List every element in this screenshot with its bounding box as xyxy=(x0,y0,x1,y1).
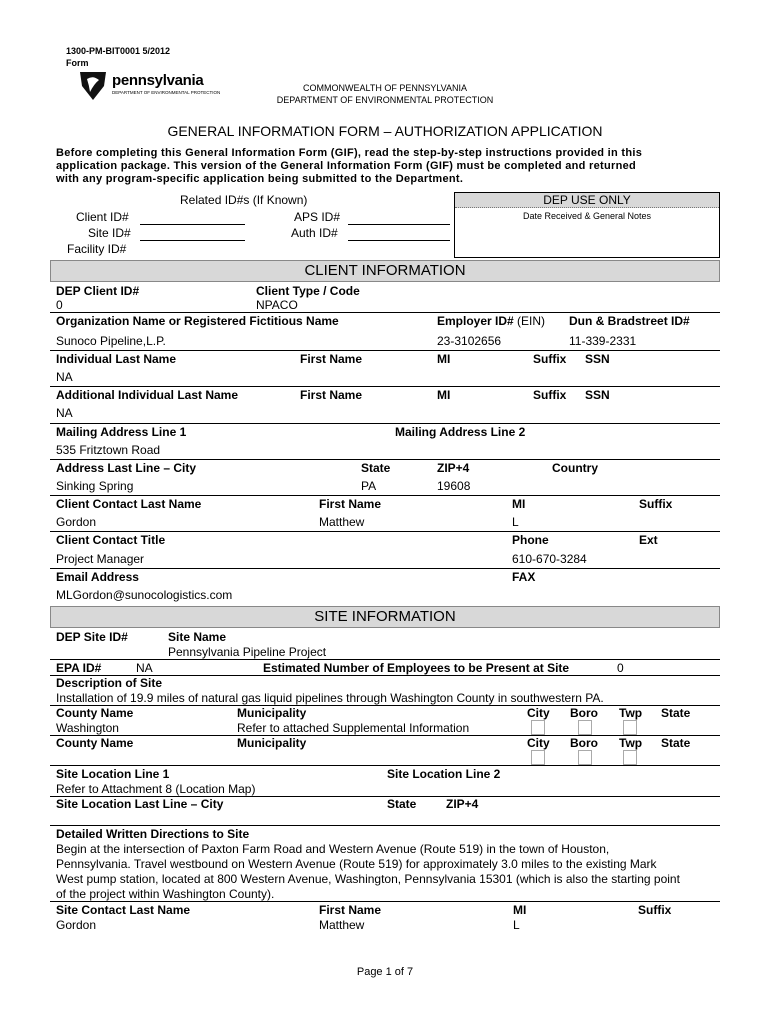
state-label-1: State xyxy=(661,706,691,720)
county-label-2: County Name xyxy=(56,736,134,750)
client-state-value: PA xyxy=(361,479,377,493)
pa-logo xyxy=(78,70,221,104)
site-contact-mi-label: MI xyxy=(513,903,527,917)
mailing-address-2-label: Mailing Address Line 2 xyxy=(395,425,526,439)
site-name-label: Site Name xyxy=(168,630,227,644)
description-value: Installation of 19.9 miles of natural gas liquid pipelines through Washington County in southwestern PA. xyxy=(56,691,604,705)
client-country-label: Country xyxy=(552,461,598,475)
site-contact-first-label: First Name xyxy=(319,903,382,917)
municipality-value: Refer to attached Supplemental Information xyxy=(237,721,470,735)
dep-use-only-box xyxy=(454,192,720,258)
agency-line-2: DEPARTMENT OF ENVIRONMENTAL PROTECTION xyxy=(276,95,494,105)
employees-value: 0 xyxy=(617,661,624,675)
contact-last-name-label: Client Contact Last Name xyxy=(56,497,202,511)
county-label-1: County Name xyxy=(56,706,134,720)
twp-label-2: Twp xyxy=(619,736,643,750)
site-contact-first-value: Matthew xyxy=(319,918,365,932)
mailing-address-1-label: Mailing Address Line 1 xyxy=(56,425,187,439)
twp-checkbox-2[interactable] xyxy=(623,750,637,765)
contact-suffix-label: Suffix xyxy=(639,497,673,511)
phone-label: Phone xyxy=(512,533,549,547)
additional-mi-label: MI xyxy=(437,388,451,402)
logo-text: pennsylvania xyxy=(112,72,204,89)
twp-checkbox-1[interactable] xyxy=(623,720,637,735)
site-contact-mi-value: L xyxy=(513,918,520,932)
individual-first-name-label: First Name xyxy=(300,352,363,366)
client-id-field[interactable] xyxy=(140,224,245,225)
contact-mi-label: MI xyxy=(512,497,526,511)
form-code: 1300-PM-BIT0001 5/2012 xyxy=(66,46,171,56)
site-contact-last-value: Gordon xyxy=(56,918,97,932)
directions-line-2: Pennsylvania. Travel westbound on Western Avenue (Route 519) for approximately 3.0 miles to the existing Mark xyxy=(56,857,657,871)
client-id-label: Client ID# xyxy=(76,210,129,224)
contact-title-value: Project Manager xyxy=(56,552,145,566)
individual-mi-label: MI xyxy=(437,352,451,366)
city-checkbox-1[interactable] xyxy=(531,720,545,735)
page-number: Page 1 of 7 xyxy=(356,966,414,978)
client-state-label: State xyxy=(361,461,391,475)
twp-label-1: Twp xyxy=(619,706,643,720)
instructions-line-1: Before completing this General Information Form (GIF), read the step-by-step instructions provided in this xyxy=(56,147,643,159)
dep-site-id-label: DEP Site ID# xyxy=(56,630,128,644)
address-last-line-label: Address Last Line – City xyxy=(56,461,197,475)
agency-line-1: COMMONWEALTH OF PENNSYLVANIA xyxy=(302,83,468,93)
contact-title-label: Client Contact Title xyxy=(56,533,166,547)
directions-label: Detailed Written Directions to Site xyxy=(56,827,250,841)
fax-label: FAX xyxy=(512,570,536,584)
city-label-1: City xyxy=(527,706,550,720)
client-information-title: CLIENT INFORMATION xyxy=(304,262,466,279)
boro-checkbox-1[interactable] xyxy=(578,720,592,735)
form-word: Form xyxy=(66,58,89,68)
contact-mi-value: L xyxy=(512,515,519,529)
epa-id-label: EPA ID# xyxy=(56,661,102,675)
additional-last-name-value: NA xyxy=(56,406,73,420)
directions-line-4: of the project within Washington County). xyxy=(56,887,275,901)
site-name-value: Pennsylvania Pipeline Project xyxy=(168,645,327,659)
state-label-2: State xyxy=(661,736,691,750)
employer-id-value: 23-3102656 xyxy=(437,334,502,348)
contact-last-name-value: Gordon xyxy=(56,515,97,529)
mailing-address-1-value: 535 Fritztown Road xyxy=(56,443,161,457)
org-name-label: Organization Name or Registered Fictitious Name xyxy=(56,314,339,328)
email-label: Email Address xyxy=(56,570,139,584)
site-id-field[interactable] xyxy=(140,240,245,241)
org-name-value: Sunoco Pipeline,L.P. xyxy=(56,334,166,348)
site-contact-suffix-label: Suffix xyxy=(638,903,672,917)
epa-id-value: NA xyxy=(136,661,153,675)
site-id-label: Site ID# xyxy=(88,226,131,240)
dep-client-id-value: 0 xyxy=(56,298,63,312)
description-label: Description of Site xyxy=(56,676,163,690)
aps-id-label: APS ID# xyxy=(294,210,341,224)
individual-last-name-label: Individual Last Name xyxy=(56,352,177,366)
auth-id-field[interactable] xyxy=(348,240,450,241)
individual-suffix-label: Suffix xyxy=(533,352,567,366)
client-information-band xyxy=(50,260,720,282)
client-zip-value: 19608 xyxy=(437,479,471,493)
ext-label: Ext xyxy=(639,533,658,547)
instructions-line-3: with any program-specific application being submitted to the Department. xyxy=(56,173,464,185)
dep-client-id-label: DEP Client ID# xyxy=(56,284,140,298)
client-type-value: NPACO xyxy=(256,298,298,312)
date-received-label: Date Received & General Notes xyxy=(522,211,652,221)
employees-label: Estimated Number of Employees to be Present at Site xyxy=(263,661,570,675)
boro-label-2: Boro xyxy=(570,736,598,750)
site-contact-last-label: Site Contact Last Name xyxy=(56,903,191,917)
facility-id-label: Facility ID# xyxy=(67,242,127,256)
client-type-label: Client Type / Code xyxy=(256,284,360,298)
phone-value: 610-670-3284 xyxy=(512,552,587,566)
client-city-value: Sinking Spring xyxy=(56,479,134,493)
county-value: Washington xyxy=(56,721,119,735)
employer-id-label: Employer ID# (EIN) xyxy=(437,314,546,328)
logo-subtext: DEPARTMENT OF ENVIRONMENTAL PROTECTION xyxy=(112,90,221,95)
site-information-title: SITE INFORMATION xyxy=(314,608,456,625)
site-location-2-label: Site Location Line 2 xyxy=(387,767,501,781)
client-zip-label: ZIP+4 xyxy=(437,461,470,475)
contact-first-name-label: First Name xyxy=(319,497,382,511)
dun-bradstreet-label: Dun & Bradstreet ID# xyxy=(569,314,690,328)
site-zip-label: ZIP+4 xyxy=(446,797,479,811)
keystone-icon xyxy=(78,70,108,102)
email-value: MLGordon@sunocologistics.com xyxy=(56,588,233,602)
site-information-band xyxy=(50,606,720,628)
municipality-label-2: Municipality xyxy=(237,736,307,750)
directions-line-1: Begin at the intersection of Paxton Farm Road and Western Avenue (Route 519) in the town of Houston, xyxy=(56,842,610,856)
instructions-line-2: application package. This version of the General Information Form (GIF) must be completed and returned xyxy=(56,160,637,172)
site-state-label: State xyxy=(387,797,417,811)
city-label-2: City xyxy=(527,736,550,750)
dun-bradstreet-value: 11-339-2331 xyxy=(569,334,637,348)
additional-suffix-label: Suffix xyxy=(533,388,567,402)
boro-checkbox-2[interactable] xyxy=(578,750,592,765)
dep-use-only-label: DEP USE ONLY xyxy=(455,193,719,208)
city-checkbox-2[interactable] xyxy=(531,750,545,765)
site-location-last-label: Site Location Last Line – City xyxy=(56,797,224,811)
directions-line-3: West pump station, located at 800 Western Avenue, Washington, Pennsylvania 15301 (which is also the starting point xyxy=(56,872,680,886)
municipality-label-1: Municipality xyxy=(237,706,307,720)
page-title: GENERAL INFORMATION FORM – AUTHORIZATION APPLICATION xyxy=(167,123,603,139)
individual-last-name-value: NA xyxy=(56,370,73,384)
site-location-1-value: Refer to Attachment 8 (Location Map) xyxy=(56,782,256,796)
individual-ssn-label: SSN xyxy=(585,352,610,366)
additional-first-name-label: First Name xyxy=(300,388,363,402)
contact-first-name-value: Matthew xyxy=(319,515,365,529)
boro-label-1: Boro xyxy=(570,706,598,720)
additional-last-name-label: Additional Individual Last Name xyxy=(56,388,239,402)
additional-ssn-label: SSN xyxy=(585,388,610,402)
auth-id-label: Auth ID# xyxy=(291,226,338,240)
site-location-1-label: Site Location Line 1 xyxy=(56,767,170,781)
aps-id-field[interactable] xyxy=(348,224,450,225)
related-ids-heading: Related ID#s (If Known) xyxy=(180,193,308,207)
